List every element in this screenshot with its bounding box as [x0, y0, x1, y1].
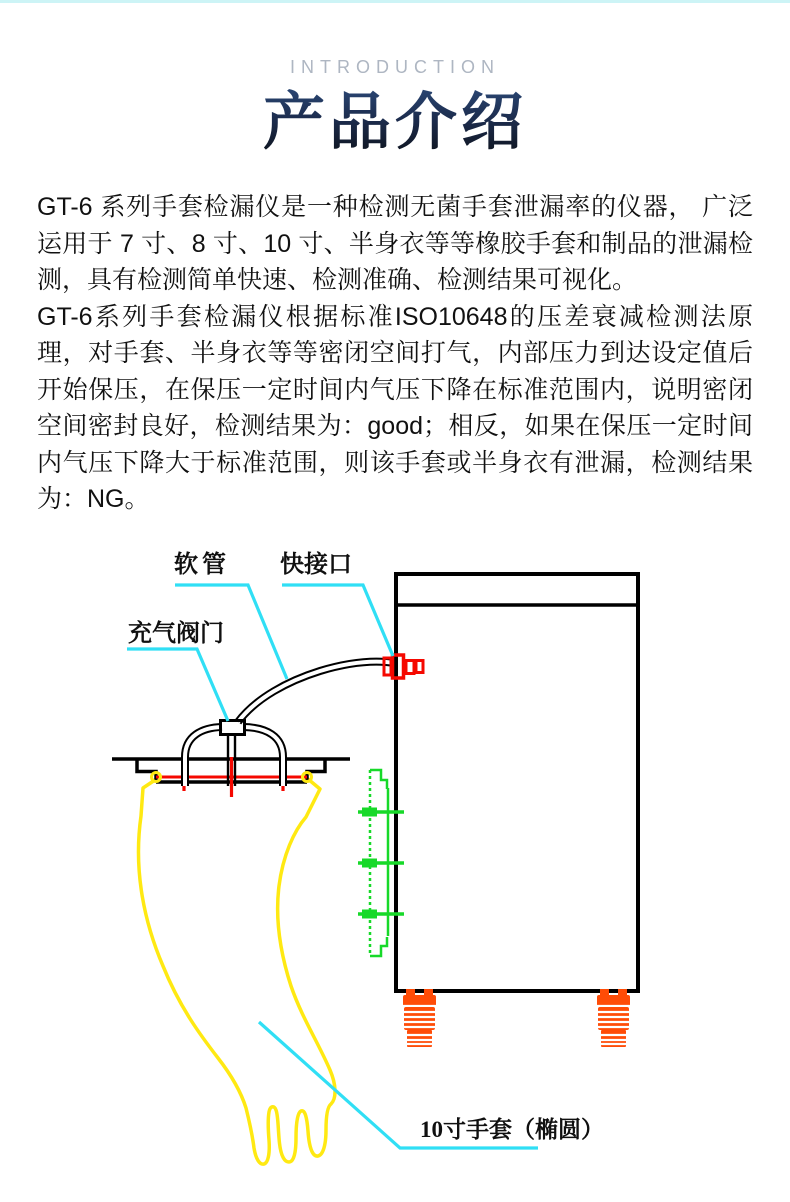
- caster-left: [403, 989, 436, 1047]
- seal-line: [152, 757, 312, 797]
- intro-paragraph-2: GT-6系列手套检漏仪根据标准ISO10648的压差衰减检测法原理，对手套、半身衣等等密闭空间打气，内部压力到达设定值后开始保压，在保压一定时间内气压下降在标准范围内，说明密闭空间密封良好，检测结果为：good；相反，如果在保压一定时间内气压下降大于标准范围，则该手套或半身衣有泄漏，检测结果为：NG。: [37, 302, 753, 513]
- label-quick-connector: 快接口: [280, 552, 352, 578]
- glove-outline: [138, 779, 335, 1164]
- intro-paragraph-1: GT-6 系列手套检漏仪是一种检测无菌手套泄漏率的仪器， 广泛运用于 7 寸、8 寸、10 寸、半身衣等等橡胶手套和制品的泄漏检测，具有检测简单快速、检测准确、检测结果可视化。: [37, 193, 753, 294]
- label-inflation-valve: 充气阀门: [128, 621, 224, 647]
- intro-eyebrow: INTRODUCTION: [290, 57, 500, 77]
- quick-connector: [384, 655, 423, 678]
- product-diagram: [0, 530, 790, 1202]
- top-accent-bar: [0, 0, 790, 3]
- intro-text-block: [37, 189, 753, 518]
- hose: [238, 662, 391, 722]
- caster-right: [597, 989, 630, 1047]
- leader-quick-connector: [282, 585, 393, 656]
- label-hose: 软管: [174, 552, 230, 578]
- leader-inflation-valve: [127, 649, 228, 721]
- label-glove: 10寸手套（椭圆）: [420, 1117, 604, 1142]
- cabinet: [396, 574, 638, 991]
- page-title: 产品介绍: [0, 83, 790, 164]
